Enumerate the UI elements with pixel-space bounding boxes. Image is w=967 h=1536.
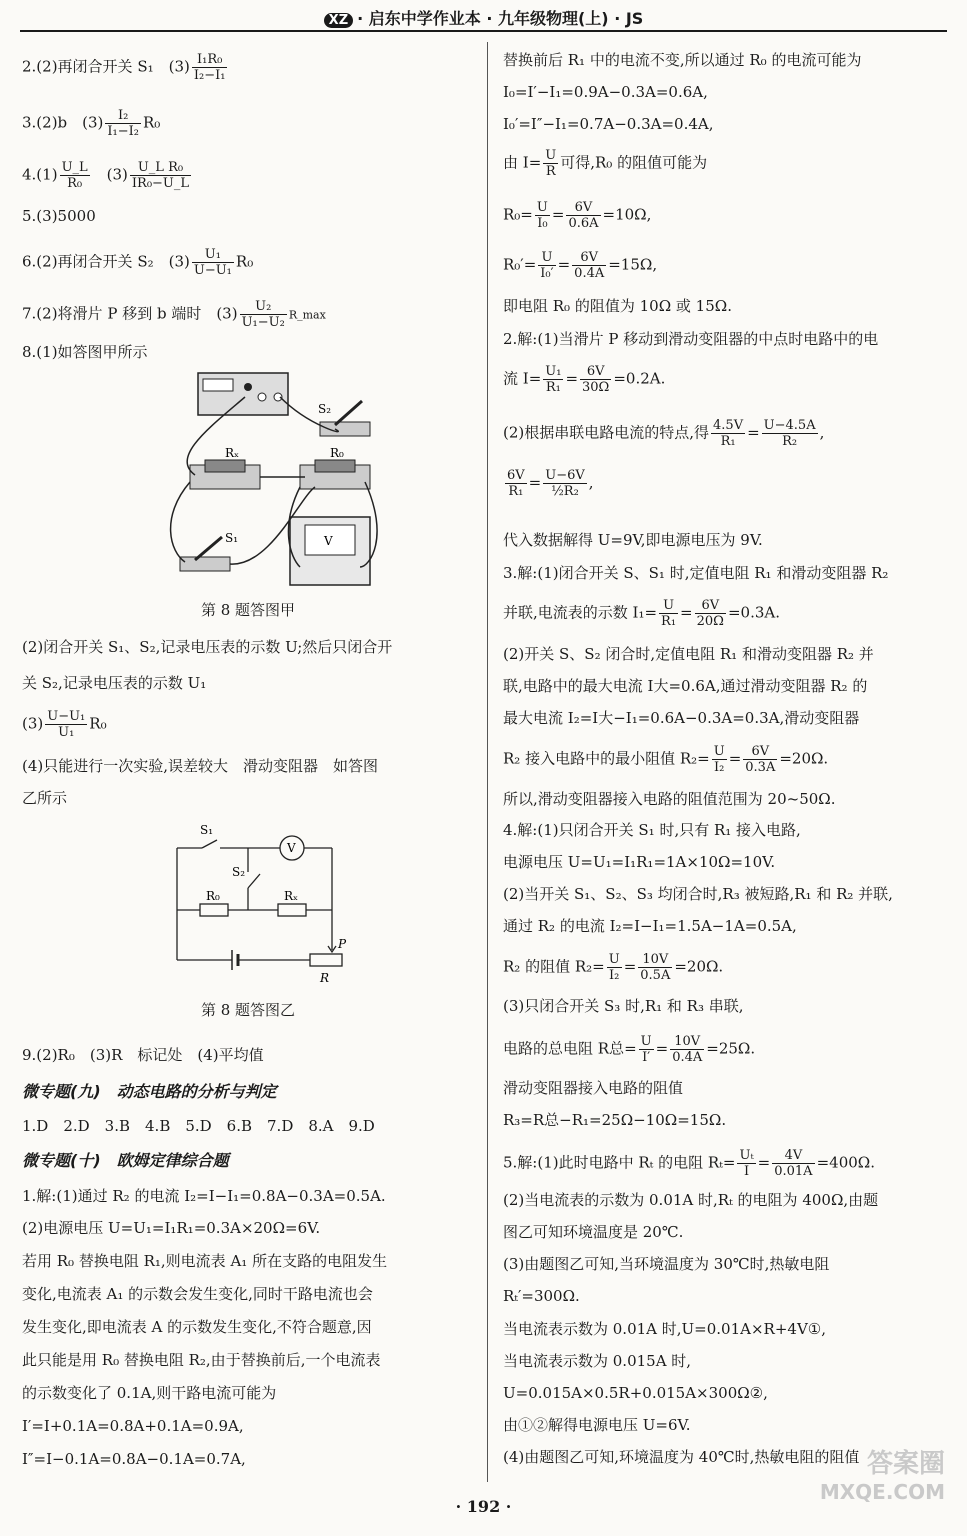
solution-3-line-7: 所以,滑动变阻器接入电路的阻值范围为 20~50Ω. [503,790,836,808]
answer-q8-1: 8.(1)如答图甲所示 [22,343,148,361]
solution-1-line-5: 发生变化,即电流表 A 的示数发生变化,不符合题意,因 [22,1318,372,1336]
solution-5-line-4: (3)由题图乙可知,当环境温度为 30℃时,热敏电阻 [503,1255,830,1273]
answer-q8-2a: (2)闭合开关 S₁、S₂,记录电压表的示数 U;然后只闭合开 [22,638,393,656]
solution-1-line-8: I′=I+0.1A=0.8A+0.1A=0.9A, [22,1417,244,1435]
page-header [0,0,967,32]
fig-yi-r-label: R [320,971,330,985]
solution-4-line-5: R₂ 的阻值 R₂= $\frac{U}{\text{I₂}}$ = $\frac{10V}{0.5A}$ =20Ω. [503,952,724,983]
solution-4-line-3: (2)当开关 S₁、S₂、S₃ 均闭合时,R₃ 被短路,R₁ 和 R₂ 并联, [503,885,893,903]
solution-5-line-9: 由①②解得电源电压 U=6V. [503,1416,691,1434]
solution-1-line-3: 若用 R₀ 替换电阻 R₁,则电流表 A₁ 所在支路的电阻发生 [22,1252,388,1270]
solution-2-line-3: (2)根据串联电路电流的特点,得 $\frac{4.5V}{\text{R₁}}$ = $\frac{U-4.5A}{\text{R₂}}$ , [503,418,825,449]
solution-3-line-5: 最大电流 I₂=I大−I₁=0.6A−0.3A=0.3A,滑动变阻器 [503,709,860,727]
solution-1-line-2: (2)电源电压 U=U₁=I₁R₁=0.3A×20Ω=6V. [22,1219,321,1237]
answer-q8-2b: 关 S₂,记录电压表的示数 U₁ [22,674,207,692]
solution-5-line-8: U=0.015A×0.5R+0.015A×300Ω②, [503,1384,768,1402]
solution-3-line-6: R₂ 接入电路中的最小阻值 R₂= $\frac{U}{\text{I₂}}$ = $\frac{6V}{0.3A}$ =20Ω. [503,744,829,775]
switch-s1-blade [202,840,217,848]
page-number: · 192 · [455,1497,512,1516]
resistor-rx-symbol [278,904,306,916]
fig-jia-rx-label: Rₓ [225,446,240,460]
solution-2-line-2: 流 I= $\frac{\text{U₁}}{\text{R₁}}$ = $\frac{6V}{30\Omega}$ =0.2A. [503,364,666,395]
answers-section-9: 1.D 2.D 3.B 4.B 5.D 6.B 7.D 8.A 9.D [22,1117,375,1135]
fig-jia-r0-label: R₀ [330,446,344,460]
rheostat-symbol [310,954,342,966]
resistor-r0-symbol [200,904,228,916]
solution-2-line-4: $\frac{6V}{\text{R₁}}$ = $\frac{U-6V}{\text{½R₂}}$ , [507,468,594,499]
answer-q6: 6.(2)再闭合开关 S₂ (3) $\frac{\text{U₁}}{\text{U−U₁}}$ R₀ [22,247,254,278]
solution-2-line-5: 代入数据解得 U=9V,即电源电压为 9V. [503,531,763,549]
solution-5-line-3: 图乙可知环境温度是 20℃. [503,1223,684,1241]
fig-yi-r0-label: R₀ [206,889,220,903]
solution-1-line-9: I″=I−0.1A=0.8A−0.1A=0.7A, [22,1450,246,1468]
fig-yi-s2-label: S₂ [232,865,246,879]
fig-yi-rx-label: Rₓ [284,889,299,903]
figure-yi-caption: 第 8 题答图乙 [200,1001,296,1019]
answer-q8-3: (3) $\frac{\text{U−U₁}}{\text{U₁}}$ R₀ [22,709,107,740]
solution-2-line-1: 2.解:(1)当滑片 P 移动到滑动变阻器的中点时电路中的电 [503,330,879,348]
solution-1-line-10: 替换前后 R₁ 中的电流不变,所以通过 R₀ 的电流可能为 [503,51,862,69]
solution-1-line-7: 的示数变化了 0.1A,则干路电流可能为 [22,1384,277,1402]
solution-1-line-4: 变化,电流表 A₁ 的示数会发生变化,同时干路电流也会 [22,1285,373,1303]
solution-1-line-15: R₀′= $\frac{U}{\text{I₀′}}$ = $\frac{6V}{0.4A}$ =15Ω, [503,250,658,281]
fig-yi-s1-label: S₁ [200,823,214,837]
answer-q5: 5.(3)5000 [22,207,96,225]
column-divider [487,42,488,1482]
solution-5-line-1: 5.解:(1)此时电路中 Rₜ 的电阻 Rₜ= $\frac{\text{Uₜ}}{I}$ = $\frac{4V}{0.01A}$ =400Ω. [503,1148,875,1179]
voltmeter-symbol: V [324,534,333,548]
watermark: 答案圈 MXQE.COM [819,1449,945,1504]
solution-5-line-6: 当电流表示数为 0.01A 时,U=0.01A×R+4V①, [503,1320,826,1338]
answer-q3: 3.(2)b (3) $\frac{\text{I₂}}{\text{I₁−I₂}}$ R₀ [22,108,161,139]
switch-s1 [180,557,230,571]
answer-q7: 7.(2)将滑片 P 移到 b 端时 (3) $\frac{\text{U₂}}{\text{U₁−U₂}}$ R_max [22,299,326,330]
section-heading-10: 微专题(十) 欧姆定律综合题 [22,1151,229,1170]
figure-jia-caption: 第 8 题答图甲 [200,601,296,619]
answer-q2: 2.(2)再闭合开关 S₁ (3) $\frac{\text{I₁R₀}}{\text{I₂−I₁}}$ [22,52,226,83]
solution-1-line-16: 即电阻 R₀ 的阻值为 10Ω 或 15Ω. [503,297,732,315]
solution-1-line-12: I₀′=I″−I₁=0.7A−0.3A=0.4A, [503,115,714,133]
book-title: · 启东中学作业本 · 九年级物理(上) · JS [357,9,644,28]
solution-4-line-4: 通过 R₂ 的电流 I₂=I−I₁=1.5A−1A=0.5A, [503,917,797,935]
section-heading-9: 微专题(九) 动态电路的分析与判定 [22,1082,277,1101]
fig-jia-s1-label: S₁ [225,531,239,545]
answer-q4: 4.(1) $\frac{U\_L}{\text{R₀}}$ (3) $\frac{\text{U\_L R₀}}{\text{IR₀−U\_L}}$ [22,160,190,191]
solution-4-line-9: R₃=R总−R₁=25Ω−10Ω=15Ω. [503,1111,727,1129]
solution-5-line-2: (2)当电流表的示数为 0.01A 时,Rₜ 的电阻为 400Ω,由题 [503,1191,879,1209]
solution-1-line-11: I₀=I′−I₁=0.9A−0.3A=0.6A, [503,83,708,101]
solution-1-line-1: 1.解:(1)通过 R₂ 的电流 I₂=I−I₁=0.8A−0.3A=0.5A. [22,1187,386,1205]
solution-4-line-1: 4.解:(1)只闭合开关 S₁ 时,只有 R₁ 接入电路, [503,821,801,839]
solution-5-line-5: Rₜ′=300Ω. [503,1287,580,1305]
header-rule [20,30,947,32]
solution-1-line-13: 由 I= $\frac{U}{R}$ 可得,R₀ 的阻值可能为 [503,148,708,179]
switch-s2-blade [248,874,260,888]
solution-4-line-6: (3)只闭合开关 S₃ 时,R₁ 和 R₃ 串联, [503,997,744,1015]
answer-q8-4a: (4)只能进行一次实验,误差较大 滑动变阻器 如答图 [22,757,379,775]
solution-5-line-7: 当电流表示数为 0.015A 时, [503,1352,692,1370]
solution-3-line-3: (2)开关 S、S₂ 闭合时,定值电阻 R₁ 和滑动变阻器 R₂ 并 [503,645,874,663]
fig-jia-s2-label: S₂ [318,402,332,416]
figure-yi [172,820,352,990]
fig-yi-v-label: V [287,841,296,855]
solution-1-line-6: 此只能是用 R₀ 替换电阻 R₂,由于替换前后,一个电流表 [22,1351,381,1369]
solution-4-line-7: 电路的总电阻 R总= $\frac{U}{I'}$ = $\frac{10V}{0.4A}$ =25Ω. [503,1034,756,1065]
solution-3-line-4: 联,电路中的最大电流 I大=0.6A,通过滑动变阻器 R₂ 的 [503,677,868,695]
solution-3-line-1: 3.解:(1)闭合开关 S、S₁ 时,定值电阻 R₁ 和滑动变阻器 R₂ [503,564,889,582]
solution-3-line-2: 并联,电流表的示数 I₁= $\frac{U}{\text{R₁}}$ = $\frac{6V}{20\Omega}$ =0.3A. [503,598,780,629]
answer-q9: 9.(2)R₀ (3)R 标记处 (4)平均值 [22,1046,264,1064]
solution-4-line-2: 电源电压 U=U₁=I₁R₁=1A×10Ω=10V. [503,853,776,871]
answer-q8-4b: 乙所示 [22,789,68,807]
solution-5-line-10: (4)由题图乙可知,环境温度为 40℃时,热敏电阻的阻值 [503,1448,860,1466]
solution-4-line-8: 滑动变阻器接入电路的阻值 [503,1079,684,1097]
publisher-logo: XZ [324,13,353,28]
figure-jia [150,367,390,592]
solution-1-line-14: R₀= $\frac{U}{\text{I₀}}$ = $\frac{6V}{0.6A}$ =10Ω, [503,200,652,231]
fig-yi-p-label: P [338,937,347,951]
